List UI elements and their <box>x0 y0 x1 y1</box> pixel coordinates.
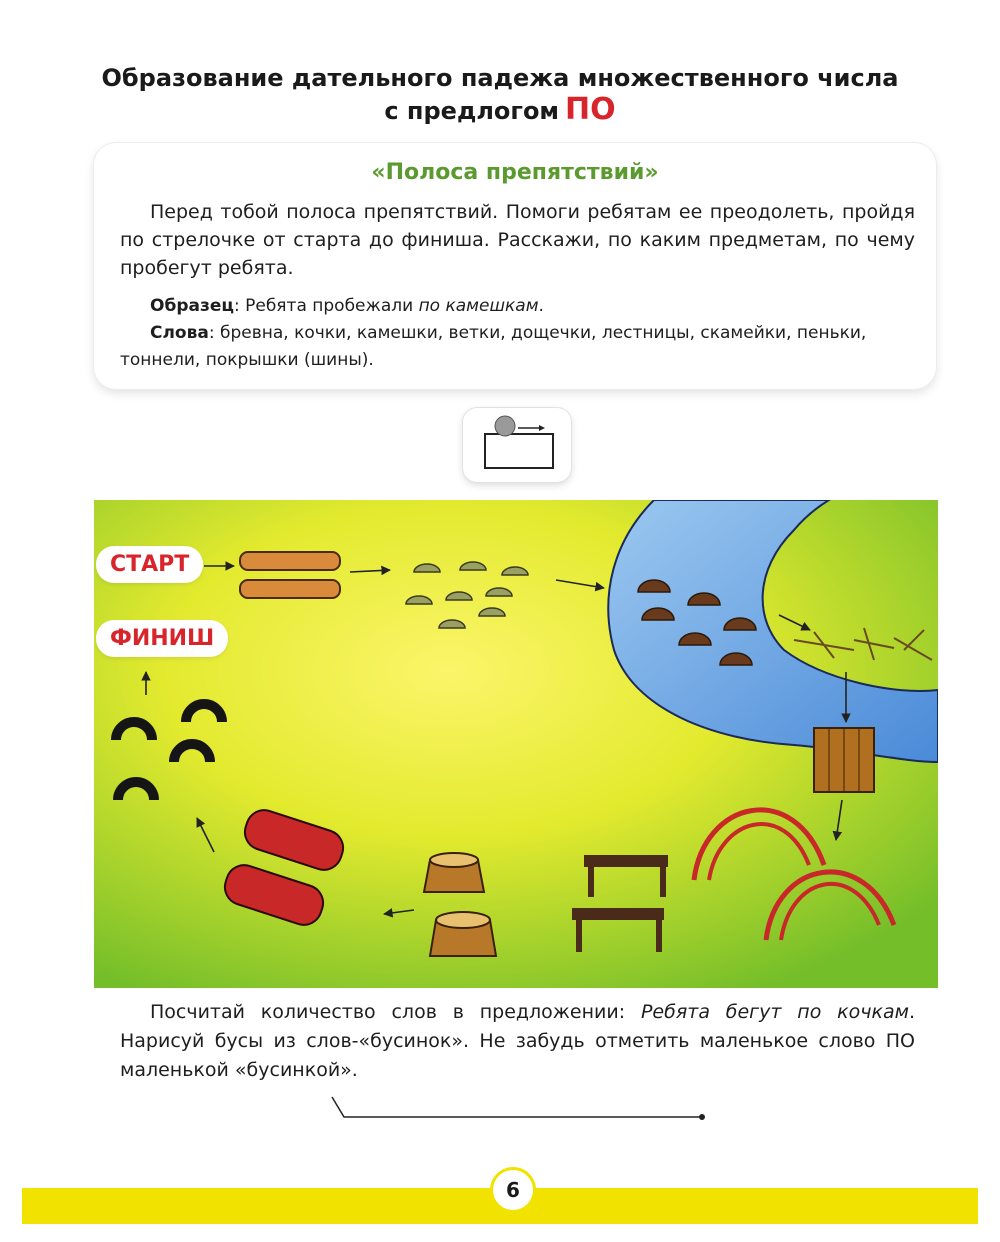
obstacle-course-scene <box>94 500 938 988</box>
counting-text-1: Посчитай количество слов в предложении: <box>150 1001 641 1023</box>
plank-bridge <box>814 728 874 792</box>
counting-task <box>120 998 915 1085</box>
counting-paragraph <box>120 998 915 1085</box>
counting-text-2: . Нарисуй бусы из слов-«бусинок». Не забудь отметить маленькое слово ПО маленькой «бусинкой». <box>120 1001 915 1081</box>
task-heading: «Полоса препятствий» <box>371 160 659 185</box>
obstacle-course-illustration <box>94 500 938 988</box>
words-line <box>120 320 915 374</box>
title-line-2 <box>0 94 1000 127</box>
start-label: СТАРТ <box>98 548 201 581</box>
pointer-task-icon <box>463 408 571 482</box>
title-highlight: ПО <box>565 92 616 127</box>
sample-line <box>120 293 915 320</box>
words-text: : бревна, кочки, камешки, ветки, дощечки, лестницы, скамейки, пеньки, тоннели, покрышки (шины). <box>120 323 867 370</box>
finish-label: ФИНИШ <box>98 622 226 655</box>
sample-italic: по камешкам <box>418 296 539 316</box>
sample-label: Образец <box>150 296 234 316</box>
activity-icon-card <box>463 408 571 482</box>
beads-answer-line <box>330 1095 710 1129</box>
task-paragraph: Перед тобой полоса препятствий. Помоги ребятам ее преодолеть, пройдя по стрелочке от старта до финиша. Расскажи, по каким предметам, по чему пробегут ребята. <box>120 201 915 279</box>
title-line-2-text: с предлогом <box>384 97 560 125</box>
sample-text: : Ребята пробежали <box>233 296 419 316</box>
task-sample-and-words <box>120 293 915 374</box>
counting-sentence: Ребята бегут по кочкам <box>640 1001 909 1023</box>
task-instructions <box>120 198 915 282</box>
title-line-1: Образование дательного падежа множественного числа <box>101 64 899 92</box>
words-label: Слова <box>150 323 209 343</box>
page-number: 6 <box>490 1167 536 1213</box>
sample-end: . <box>538 296 544 316</box>
